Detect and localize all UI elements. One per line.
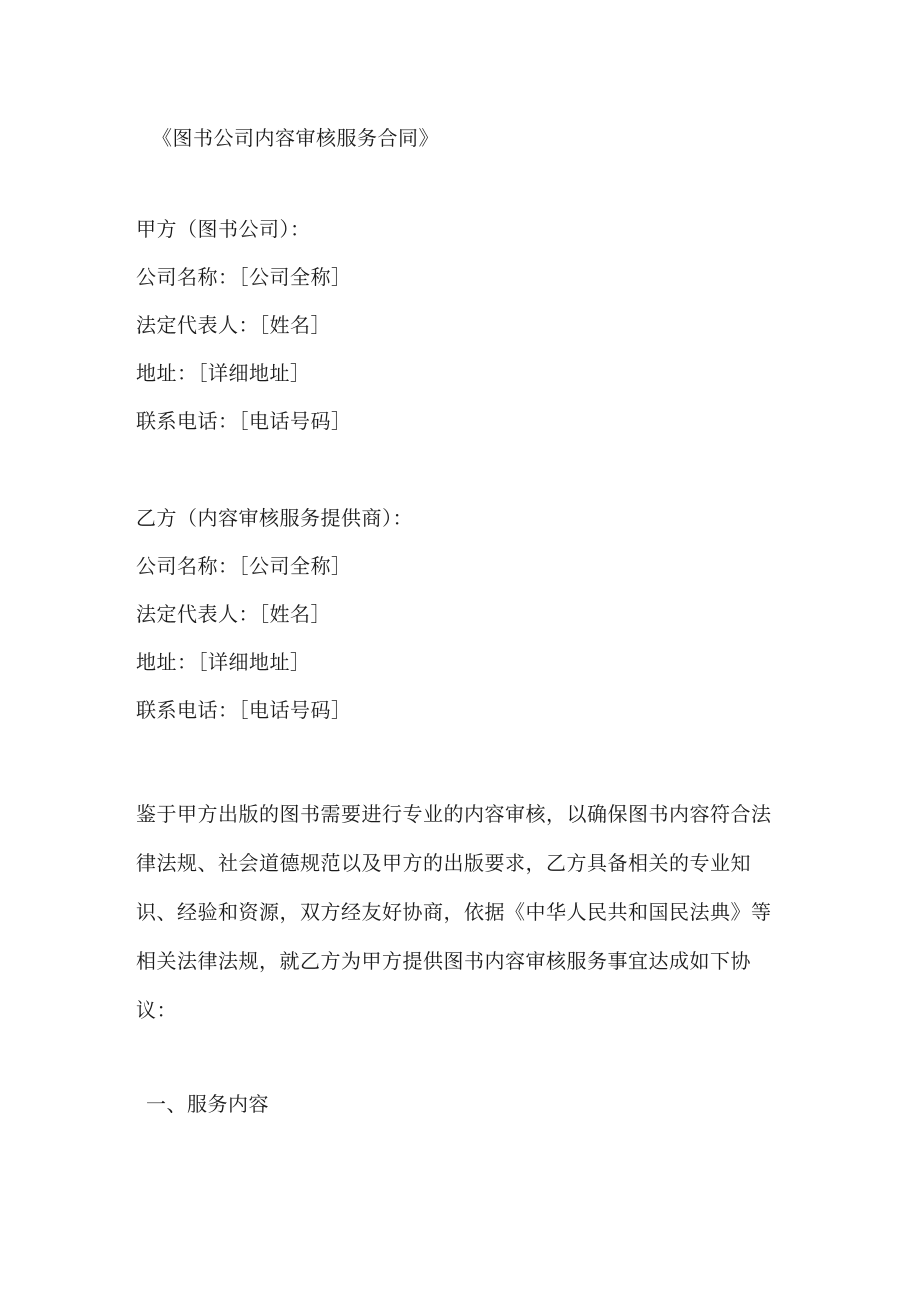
party-b-phone: 联系电话：［电话号码］ [136,698,352,722]
preamble-line: 相关法律法规，就乙方为甲方提供图书内容审核服务事宜达成如下协 [136,949,751,973]
preamble-line: 律法规、社会道德规范以及甲方的出版要求，乙方具备相关的专业知 [136,851,751,875]
preamble-paragraph [136,790,776,1035]
party-a-legal-representative: 法定代表人：［姓名］ [136,313,331,337]
party-b-company-name: 公司名称：［公司全称］ [136,554,352,578]
section-heading-service-content: 一、服务内容 [146,1092,269,1116]
party-a-company-name: 公司名称：［公司全称］ [136,265,352,289]
party-a-heading: 甲方（图书公司）： [136,217,311,241]
preamble-line: 识、经验和资源，双方经友好协商，依据《中华人民共和国民法典》等 [136,900,772,924]
party-a-phone: 联系电话：［电话号码］ [136,409,352,433]
party-b-address: 地址：［详细地址］ [136,650,311,674]
party-a-address: 地址：［详细地址］ [136,361,311,385]
party-b-legal-representative: 法定代表人：［姓名］ [136,602,331,626]
party-b-heading: 乙方（内容审核服务提供商）： [136,506,413,530]
preamble-line: 议： [136,998,177,1022]
preamble-line: 鉴于甲方出版的图书需要进行专业的内容审核，以确保图书内容符合法 [136,802,772,826]
contract-title: 《图书公司内容审核服务合同》 [152,126,439,150]
